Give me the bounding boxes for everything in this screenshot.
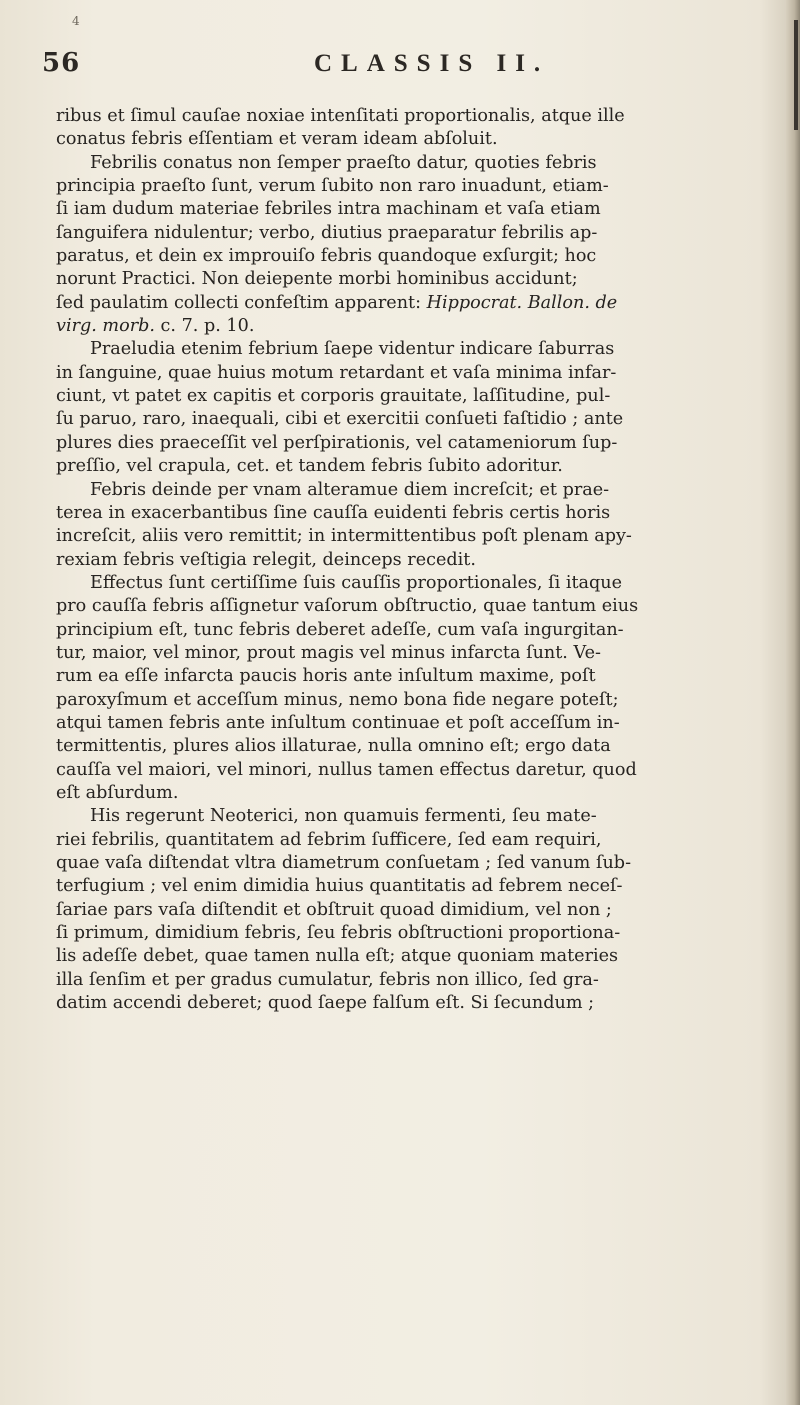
page-header: [40, 44, 760, 90]
text-line: ciunt, vt patet ex capitis et corporis grauitate, laſſitudine, pul-: [56, 386, 611, 407]
text-line: riei febrilis, quantitatem ad febrim ſufficere, ſed eam requiri,: [56, 829, 602, 850]
text-line: paratus, et dein ex improuiſo febris quandoque exſurgit; hoc: [56, 246, 597, 267]
text-line: cauſſa vel maiori, vel minori, nullus tamen effectus daretur, quod: [56, 759, 637, 780]
text-line: ſi iam dudum materiae febriles intra machinam et vaſa etiam: [56, 199, 601, 220]
text-line: conatus febris eſſentiam et veram ideam abſoluit.: [56, 129, 498, 150]
text-line: ſu paruo, raro, inaequali, cibi et exercitii conſueti faſtidio ; ante: [56, 409, 624, 430]
text-line: ſariae pars vaſa diſtendit et obſtruit quoad dimidium, vel non ;: [56, 899, 612, 920]
running-head: CLASSIS II.: [314, 50, 550, 77]
text-line: quae vaſa diſtendat vltra diametrum conſuetam ; ſed vanum ſub-: [56, 853, 632, 873]
text-line: termittentis, plures alios illaturae, nulla omnino eſt; ergo data: [56, 736, 611, 757]
binding-shadow: [794, 20, 798, 130]
text-line: rum ea eſſe infarcta paucis horis ante inſultum maxime, poſt: [56, 666, 596, 687]
text-line: atqui tamen febris ante inſultum continuae et poſt acceſſum in-: [56, 712, 620, 733]
text-line: illa ſenſim et per gradus cumulatur, febris non illico, ſed gra-: [56, 969, 599, 990]
signature-mark: 4: [72, 14, 80, 28]
body-text: [56, 105, 794, 1015]
text-line: tur, maior, vel minor, prout magis vel minus infarcta ſunt. Ve-: [56, 642, 601, 663]
text-line: ribus et ſimul cauſae noxiae intenſitati proportionalis, atque ille: [56, 106, 625, 126]
text-line: terfugium ; vel enim dimidia huius quantitatis ad febrem neceſ-: [56, 876, 623, 897]
text-line: Febrilis conatus non ſemper praeſto datur, quoties febris: [90, 152, 597, 173]
text-line: Effectus ſunt certiſſime ſuis cauſſis proportionales, ſi itaque: [90, 572, 623, 593]
text-line: ſanguifera nidulentur; verbo, diutius praeparatur febrilis ap-: [56, 222, 598, 243]
text-line: in ſanguine, quae huius motum retardant et vaſa minima infar-: [56, 362, 617, 383]
text-line: Febris deinde per vnam alteramue diem increſcit; et prae-: [90, 479, 610, 500]
text-line: increſcit, aliis vero remittit; in intermittentibus poſt plenam apy-: [56, 526, 632, 547]
text-line: paroxyſmum et acceſſum minus, nemo bona fide negare poteſt;: [56, 689, 619, 710]
text-line: Praeludia etenim febrium ſaepe videntur indicare ſaburras: [90, 339, 615, 360]
text-line: terea in exacerbantibus ſine cauſſa euidenti febris certis horis: [56, 502, 611, 523]
text-line: preſſio, vel crapula, cet. et tandem febris ſubito adoritur.: [56, 456, 563, 477]
text-line: principia praeſto ſunt, verum ſubito non raro inuadunt, etiam-: [56, 176, 609, 197]
text-line: ſed paulatim collecti confeſtim apparent: Hippocrat. Ballon. de: [56, 292, 618, 313]
text-line: eſt abſurdum.: [56, 782, 179, 803]
text-line: principium eſt, tunc febris deberet adeſſe, cum vaſa ingurgitan-: [56, 619, 624, 640]
text-line: pro cauſſa febris aſſignetur vaſorum obſtructio, quae tantum eius: [56, 596, 639, 617]
citation-italic: virg. morb.: [56, 316, 155, 337]
text-line: virg. morb. c. 7. p. 10.: [56, 316, 255, 337]
text-line: rexiam febris veſtigia relegit, deinceps recedit.: [56, 549, 476, 570]
page-number: 56: [42, 48, 81, 78]
text-line: ſi primum, dimidium febris, ſeu febris obſtructioni proportiona-: [56, 923, 621, 944]
text-line: norunt Practici. Non deiepente morbi hominibus accidunt;: [56, 269, 578, 290]
citation-italic: Hippocrat. Ballon. de: [426, 292, 618, 313]
text-line: datim accendi deberet; quod ſaepe falſum eſt. Si ſecundum ;: [56, 993, 595, 1014]
text-line: plures dies praeceſſit vel perſpirationis, vel catameniorum ſup-: [56, 432, 618, 453]
text-line: lis adeſſe debet, quae tamen nulla eſt; atque quoniam materies: [56, 946, 619, 967]
text-line: His regerunt Neoterici, non quamuis fermenti, ſeu mate-: [90, 806, 597, 827]
